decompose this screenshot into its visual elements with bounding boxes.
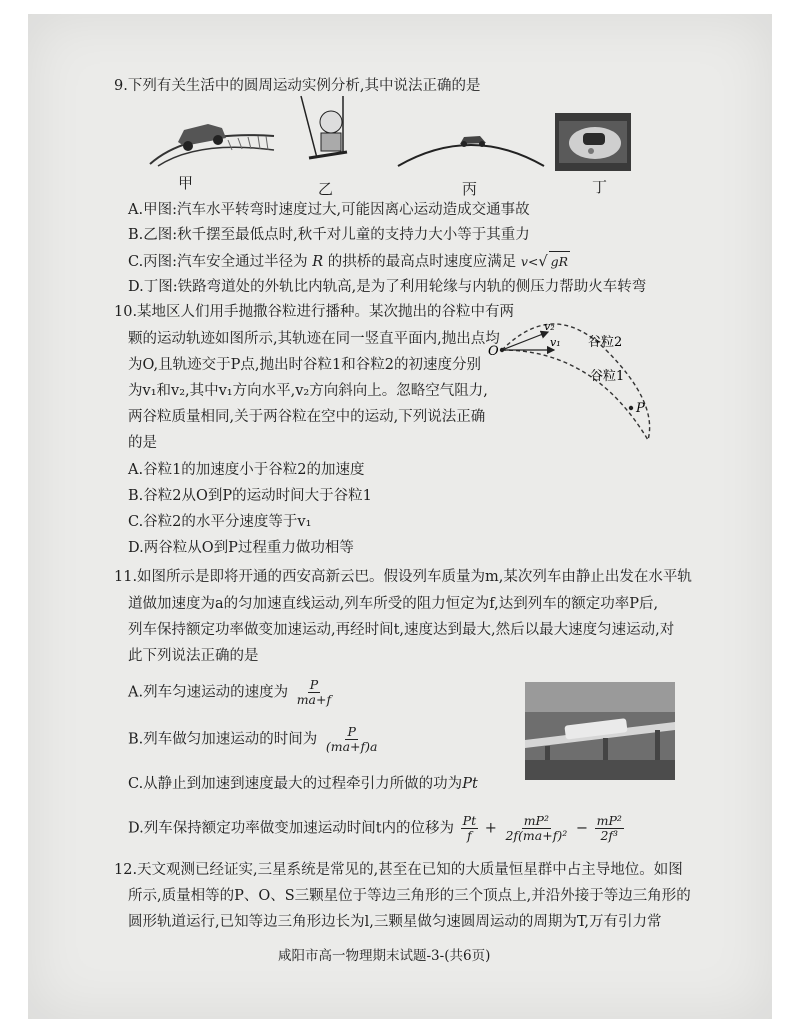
q10-stem-line-3: 为O,且轨迹交于P点,抛出时谷粒1和谷粒2的初速度分别	[128, 357, 481, 373]
q9-option-a: A.甲图:汽车水平转弯时速度过大,可能因离心运动造成交通事故	[128, 202, 530, 218]
label-v1: v₁	[550, 336, 561, 349]
q11-option-a: A.列车匀速运动的速度为 $\frac{P}{ma+f}$	[128, 677, 332, 707]
q9-stem: 9.下列有关生活中的圆周运动实例分析,其中说法正确的是	[114, 78, 481, 94]
q10-option-c: C.谷粒2的水平分速度等于v₁	[128, 514, 312, 530]
q10-stem-line-6: 的是	[128, 435, 157, 451]
q11-stem-line-2: 道做加速度为a的匀加速直线运动,列车所受的阻力恒定为f,达到列车的额定功率P后,	[128, 596, 659, 612]
q9-option-d: D.丁图:铁路弯道处的外轨比内轨高,是为了利用轮缘与内轨的侧压力帮助火车转弯	[128, 279, 647, 295]
q11-stem-line-1: 11.如图所示是即将开通的西安高新云巴。假设列车质量为m,某次列车由静止出发在水平轨	[114, 569, 692, 585]
label-p: P	[636, 401, 645, 416]
q12-stem-line-1: 12.天文观测已经证实,三星系统是常见的,甚至在已知的大质量恒星群中占主导地位。如图	[114, 862, 683, 878]
q12-stem-line-2: 所示,质量相等的P、O、S三颗星位于等边三角形的三个顶点上,并沿外接于等边三角形的	[128, 888, 691, 904]
label-v2: v₂	[544, 320, 555, 333]
q10-option-b: B.谷粒2从O到P的运动时间大于谷粒1	[128, 488, 372, 504]
q9-option-b: B.乙图:秋千摆至最低点时,秋千对儿童的支持力大小等于其重力	[128, 227, 530, 243]
label-o: O	[488, 344, 499, 359]
q10-stem-line-4: 为v₁和v₂,其中v₁方向水平,v₂方向斜向上。忽略空气阻力,	[128, 383, 488, 399]
caption-jia: 甲	[178, 174, 194, 192]
q10-option-a: A.谷粒1的加速度小于谷粒2的加速度	[128, 462, 365, 478]
q9-option-c: C.丙图:汽车安全通过半径为 R 的拱桥的最高点时速度应满足 v<√ gR	[128, 251, 570, 272]
caption-yi: 乙	[318, 180, 334, 198]
grain1-trajectory	[502, 350, 648, 440]
q10-stem-line-2: 颗的运动轨迹如图所示,其轨迹在同一竖直平面内,抛出点均	[128, 331, 500, 347]
caption-ding: 丁	[592, 178, 608, 196]
q10-option-d: D.两谷粒从O到P过程重力做功相等	[128, 540, 354, 556]
q11-figure-skyshuttle-photo	[525, 682, 675, 780]
q11-option-d: D.列车保持额定功率做变加速运动时间t内的位移为 $\frac{Pt}{f}$ + $\frac{\text{mP²}}{\text{2f(ma+f)²}}$ − $\frac{\text{mP²}}{\text{2f³}}$	[128, 813, 622, 843]
q10-stem-line-1: 10.某地区人们用手抛撒谷粒进行播种。某次抛出的谷粒中有两	[114, 304, 515, 320]
page-footer: 咸阳市高一物理期末试题-3-(共6页)	[278, 948, 491, 964]
q9-figure-bing-arch-bridge	[396, 124, 546, 170]
q9-figure-ding-train-photo	[555, 113, 631, 171]
caption-bing: 丙	[462, 180, 478, 198]
q11-stem-line-4: 此下列说法正确的是	[128, 648, 259, 664]
label-grain2: 谷粒2	[588, 335, 623, 350]
q10-stem-line-5: 两谷粒质量相同,关于两谷粒在空中的运动,下列说法正确	[128, 409, 486, 425]
exam-page	[28, 14, 772, 1019]
point-p	[629, 406, 633, 410]
q11-stem-line-3: 列车保持额定功率做变加速运动,再经时间t,速度达到最大,然后以最大速度匀速运动,对	[128, 622, 675, 638]
q10-figure-trajectories	[484, 308, 654, 448]
label-grain1: 谷粒1	[590, 369, 625, 384]
q9-figure-jia-car-turning	[148, 106, 278, 168]
point-o	[500, 348, 504, 352]
q11-option-c: C.从静止到加速到速度最大的过程牵引力所做的功为Pt	[128, 776, 478, 792]
q12-stem-line-3: 圆形轨道运行,已知等边三角形边长为l,三颗星做匀速圆周运动的周期为T,万有引力常	[128, 914, 662, 930]
v2-arrow	[502, 332, 548, 350]
q11-option-b: B.列车做匀加速运动的时间为 $\frac{P}{(ma+f)a}$	[128, 724, 378, 754]
q9-figure-yi-swing	[291, 94, 371, 176]
